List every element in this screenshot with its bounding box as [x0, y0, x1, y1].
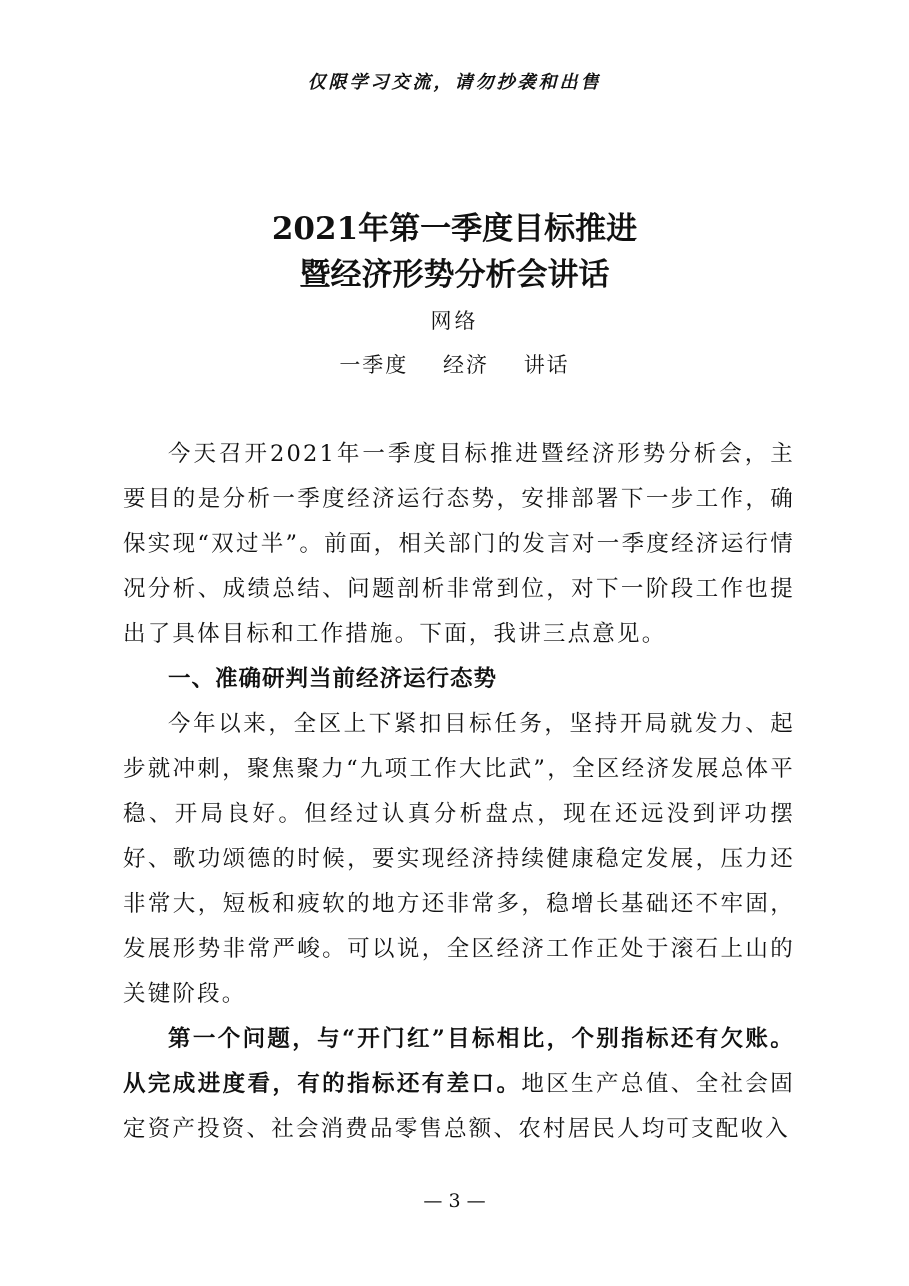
title-line-2: 暨经济形势分析会讲话 [299, 257, 610, 293]
keywords [0, 349, 909, 379]
paragraph-lead-bold: 第一个问题，与“开门红”目标相比，个别指标还有欠账。从完成进度看，有的指标还有差口。 [123, 1026, 795, 1097]
keyword: 讲话 [523, 353, 570, 377]
document-title [0, 206, 909, 298]
copyright-notice: 仅限学习交流，请勿抄袭和出售 [307, 72, 602, 93]
page-number: — 3 — [423, 1190, 486, 1212]
paragraph-intro: 今天召开2021年一季度目标推进暨经济形势分析会，主要目的是分析一季度经济运行态势，安排部署下一步工作，确保实现“双过半”。前面，相关部门的发言对一季度经济运行情况分析、成绩总结、问题剖析非常到位，对下一阶段工作也提出了具体目标和工作措施。下面，我讲三点意见。 [123, 441, 795, 647]
paragraph-text: 地区生产总值、全社会固定资产投资、社会消费品零售总额、农村居民人均可支配收入 [123, 1071, 796, 1142]
section-heading-1: 一、准确研判当前经济运行态势 [168, 666, 498, 692]
keyword: 一季度 [339, 353, 409, 377]
keyword: 经济 [443, 353, 489, 377]
paragraph-problem-1 [123, 1017, 795, 1152]
title-line-1: 2021年第一季度目标推进 [271, 211, 638, 247]
paragraph-situation: 今年以来，全区上下紧扣目标任务，坚持开局就发力、起步就冲刺，聚焦聚力“九项工作大比武”，全区经济发展总体平稳、开局良好。但经过认真分析盘点，现在还远没到评功摆好、歌功颂德的时候，要实现经济持续健康稳定发展，压力还非常大，短板和疲软的地方还非常多，稳增长基础还不牢固，发展形势非常严峻。可以说，全区经济工作正处于滚石上山的关键阶段。 [123, 711, 795, 1007]
document-body [123, 432, 795, 1152]
author: 网络 [430, 309, 479, 333]
